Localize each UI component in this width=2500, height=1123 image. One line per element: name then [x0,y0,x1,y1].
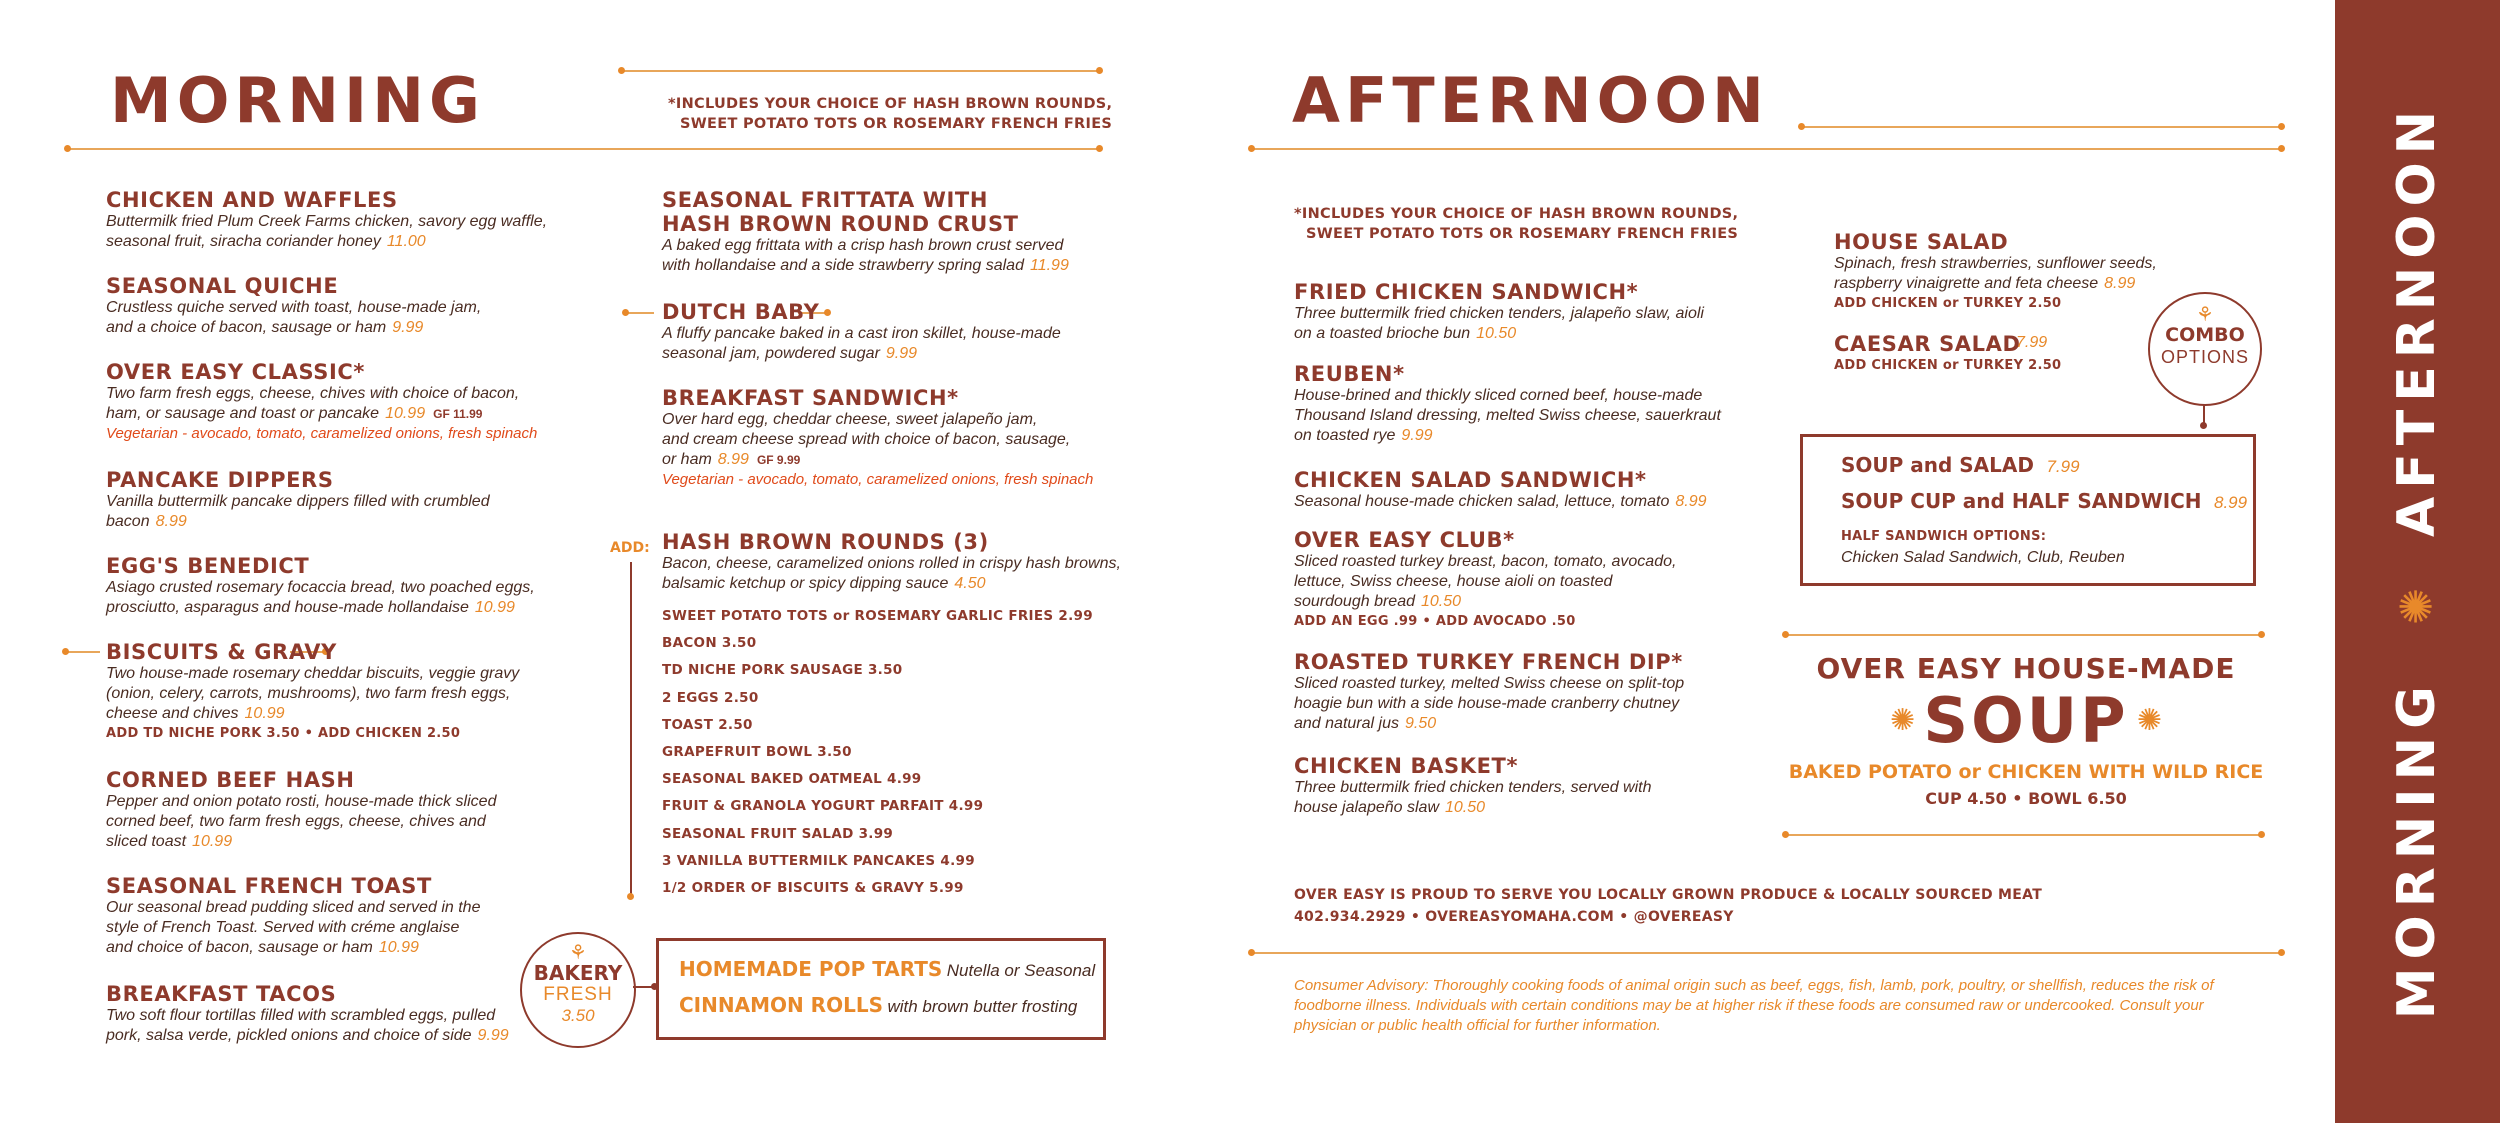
item-price: 8.99 [2104,275,2136,292]
item-desc-line: Buttermilk fried Plum Creek Farms chicken, savory egg waffle, [106,213,548,230]
add-on-item: TOAST 2.50 [662,716,753,733]
sidebar-title: MORNING ✺ AFTERNOON [2387,102,2447,1020]
item-add-ons: ADD CHICKEN or TURKEY 2.50 [1834,358,2062,373]
item-title: CHICKEN BASKET* [1294,754,1519,778]
item-desc-line: or ham 8.99 GF 9.99 [662,451,801,468]
add-on-item: FRUIT & GRANOLA YOGURT PARFAIT 4.99 [662,798,984,815]
item-desc-line: Spinach, fresh strawberries, sunflower seeds, [1834,255,2157,272]
item-price: 10.99 [385,405,426,422]
item-desc-line: and cream cheese spread with choice of bacon, sausage, [662,431,1071,448]
pop-tarts-title: HOMEMADE POP TARTS [679,957,943,981]
menu-item-egg-s-benedict [106,554,586,618]
morning-includes-note: *INCLUDES YOUR CHOICE OF HASH BROWN ROUNDS, SWEET POTATO TOTS OR ROSEMARY FRENCH FRIES [668,96,1113,132]
item-desc-line: sliced toast 10.99 [106,833,233,850]
item-desc-line: Two farm fresh eggs, cheese, chives with choice of bacon, [106,385,520,402]
add-on-item: SEASONAL FRUIT SALAD 3.99 [662,825,894,842]
item-title: BREAKFAST SANDWICH* [662,386,959,410]
item-desc-line: Sliced roasted turkey, melted Swiss cheese on split-top [1294,675,1685,692]
item-desc-line: and choice of bacon, sausage or ham 10.99 [106,939,419,956]
menu-item-over-easy-club [1294,528,1734,632]
item-price: 9.99 [392,319,424,336]
item-price: 10.50 [1445,799,1486,816]
add-on-item: SWEET POTATO TOTS or ROSEMARY GARLIC FRIES 2.99 [662,608,1093,624]
item-desc-line: Asiago crusted rosemary focaccia bread, two poached eggs, [106,579,535,596]
item-price: 10.50 [1420,593,1462,610]
item-title: REUBEN* [1294,362,1405,386]
cinnamon-title: CINNAMON ROLLS [679,993,883,1017]
item-title: CAESAR SALAD [1834,332,2021,356]
item-desc-line: on a toasted brioche bun 10.50 [1294,325,1517,342]
item-desc-line: sourdough bread 10.50 [1294,593,1462,610]
item-title: SEASONAL FRENCH TOAST [106,874,432,898]
flourish-right-icon: ✺ [2136,704,2162,737]
item-price: 7.99 [2016,334,2048,351]
item-desc-line: raspberry vinaigrette and feta cheese 8.99 [1834,275,2136,292]
bakery-fresh-badge: ⚘ BAKERY FRESH 3.50 [520,932,636,1048]
menu-item-dutch-baby [662,300,1122,364]
soup-heading: OVER EASY HOUSE-MADE [1816,652,2236,685]
menu-item-corned-beef-hash [106,768,586,852]
sidebar-band [2335,0,2500,1123]
item-desc-line: style of French Toast. Served with créme anglaise [106,919,460,936]
item-price: 9.50 [1404,715,1437,732]
soup-salad-label: SOUP and SALAD [1841,453,2034,477]
footer-line1: OVER EASY IS PROUD TO SERVE YOU LOCALLY GROWN PRODUCE & LOCALLY SOURCED MEAT [1294,887,2043,903]
soup-sandwich-price: 8.99 [2214,493,2248,512]
item-title: BREAKFAST TACOS [106,982,337,1006]
add-on-item: TD NICHE PORK SAUSAGE 3.50 [662,662,903,679]
menu-item-seasonal-quiche [106,274,586,338]
add-on-item: 1/2 ORDER OF BISCUITS & GRAVY 5.99 [662,880,964,896]
menu-item-caesar-salad [1834,332,2234,376]
item-desc-line: A fluffy pancake baked in a cast iron skillet, house-made [662,325,1061,342]
menu-item-house-salad [1834,230,2234,314]
item-vegetarian: Vegetarian - avocado, tomato, caramelized onions, fresh spinach [106,425,538,442]
half-sandwich-items: Chicken Salad Sandwich, Club, Reuben [1841,549,2125,566]
item-desc-line: house jalapeño slaw 10.50 [1294,799,1486,816]
pop-tarts-desc: Nutella or Seasonal [946,961,1096,980]
item-desc-line: House-brined and thickly sliced corned beef, house-made [1294,387,1703,404]
item-gf-price: GF 11.99 [433,407,483,421]
item-desc-line: Thousand Island dressing, melted Swiss cheese, sauerkraut [1294,407,1721,424]
menu-item-chicken-and-waffles [106,188,586,252]
item-desc-line: corned beef, two farm fresh eggs, cheese, chives and [106,813,486,830]
item-title: SEASONAL QUICHE [106,274,339,298]
item-desc-line: A baked egg frittata with a crisp hash brown crust served [662,237,1064,254]
cinnamon-desc: with brown butter frosting [887,997,1078,1016]
item-price: 8.99 [717,451,749,468]
menu-item-breakfast-tacos [106,982,586,1046]
menu-item-hash-brown-rounds-3 [662,530,1122,594]
item-price: 4.50 [954,575,986,592]
item-price: 10.99 [192,833,233,850]
consumer-advisory: Consumer Advisory: Thoroughly cooking foods of animal origin such as beef, eggs, fish, lamb, pork, poultry, or shellfish, reduces the risk of foodborne illness. Individuals with certain conditions may be at higher risk if these foods are consumed raw or undercooked. Consult your physician or public health official for further information. [1294,977,2214,1034]
item-desc-line: Three buttermilk fried chicken tenders, served with [1294,779,1652,796]
item-gf-price: GF 9.99 [756,453,801,467]
item-title: CHICKEN AND WAFFLES [106,188,398,212]
item-title: BISCUITS & GRAVY [106,640,337,664]
item-desc-line: pork, salsa verde, pickled onions and choice of side 9.99 [106,1027,509,1044]
item-desc-line: Seasonal house-made chicken salad, lettuce, tomato 8.99 [1294,493,1707,510]
item-title: FRIED CHICKEN SANDWICH* [1294,280,1639,304]
item-desc-line: bacon 8.99 [106,513,187,530]
item-price: 8.99 [1675,493,1707,510]
add-on-item: GRAPEFRUIT BOWL 3.50 [662,744,852,760]
item-title: OVER EASY CLUB* [1294,528,1515,552]
soup-sandwich-label: SOUP CUP and HALF SANDWICH [1841,489,2202,513]
combo-box [1800,434,2256,586]
soup-salad-price: 7.99 [2046,457,2080,476]
item-desc-line: Two soft flour tortillas filled with scrambled eggs, pulled [106,1007,496,1024]
item-desc-line: Pepper and onion potato rosti, house-made thick sliced [106,793,497,810]
item-desc-line: prosciutto, asparagus and house-made hollandaise 10.99 [106,599,515,616]
item-desc-line: Our seasonal bread pudding sliced and served in the [106,899,481,916]
sidebar-flourish-icon: ✺ [2397,582,2442,634]
item-desc-line: and a choice of bacon, sausage or ham 9.99 [106,319,424,336]
menu-item-roasted-turkey-french-dip [1294,650,1734,734]
item-title: ROASTED TURKEY FRENCH DIP* [1294,650,1683,674]
add-on-item: BACON 3.50 [662,635,757,652]
item-price: 11.00 [386,233,426,250]
afternoon-heading: AFTERNOON [1292,64,1769,137]
item-add-ons: ADD AN EGG .99 • ADD AVOCADO .50 [1294,614,1576,629]
bakery-box [656,938,1106,1040]
item-desc-line: Vanilla buttermilk pancake dippers filled with crumbled [106,493,490,510]
menu-item-over-easy-classic [106,360,586,444]
add-on-item: SEASONAL BAKED OATMEAL 4.99 [662,771,922,788]
add-on-item: 3 VANILLA BUTTERMILK PANCAKES 4.99 [662,852,975,869]
item-price: 10.99 [244,705,285,722]
item-title: CORNED BEEF HASH [106,768,355,792]
item-price: 10.99 [474,599,515,616]
item-add-ons: ADD CHICKEN or TURKEY 2.50 [1834,296,2062,311]
item-price: 8.99 [155,513,187,530]
item-price: 11.99 [1029,257,1069,274]
menu-item-fried-chicken-sandwich [1294,280,1734,344]
item-desc-line: balsamic ketchup or spicy dipping sauce 4.50 [662,575,986,592]
morning-heading: MORNING [110,64,485,137]
add-on-item: 2 EGGS 2.50 [662,689,759,706]
item-desc-line: cheese and chives 10.99 [106,705,285,722]
menu-item-reuben [1294,362,1734,446]
item-price: 9.99 [477,1027,509,1044]
half-sandwich-label: HALF SANDWICH OPTIONS: [1841,529,2047,544]
item-title: OVER EASY CLASSIC* [106,360,365,384]
item-price: 10.50 [1476,325,1517,342]
item-desc-line: Three buttermilk fried chicken tenders, jalapeño slaw, aioli [1294,305,1704,322]
item-desc-line: (onion, celery, carrots, mushrooms), two farm fresh eggs, [106,685,511,702]
item-title: CHICKEN SALAD SANDWICH* [1294,468,1647,492]
item-title: DUTCH BABY [662,300,820,324]
item-desc-line: and natural jus 9.50 [1294,715,1437,732]
item-desc-line: Bacon, cheese, caramelized onions rolled in crispy hash browns, [662,555,1121,572]
soup-flavors: BAKED POTATO or CHICKEN WITH WILD RICE [1788,761,2264,783]
item-desc-line: hoagie bun with a side house-made cranberry chutney [1294,695,1680,712]
item-desc-line: with hollandaise and a side strawberry spring salad 11.99 [662,257,1069,274]
item-price: 9.99 [1401,427,1433,444]
item-desc-line: Sliced roasted turkey breast, bacon, tomato, avocado, [1294,553,1677,570]
footer-line2: 402.934.2929 • OVEREASYOMAHA.COM • @OVEREASY [1294,909,1734,925]
add-label: ADD: [610,540,650,556]
item-desc-line: Crustless quiche served with toast, house-made jam, [106,299,482,316]
item-title: HASH BROWN ROUNDS (3) [662,530,989,554]
menu-item-seasonal-french-toast [106,874,586,958]
flourish-left-icon: ✺ [1890,704,1916,737]
item-title: SEASONAL FRITTATA WITH [662,188,989,212]
afternoon-includes-note: *INCLUDES YOUR CHOICE OF HASH BROWN ROUNDS, SWEET POTATO TOTS OR ROSEMARY FRENCH FRIES [1294,206,1739,242]
item-desc-line: ham, or sausage and toast or pancake 10.99 GF 11.99 [106,405,483,422]
item-add-ons: ADD TD NICHE PORK 3.50 • ADD CHICKEN 2.50 [106,726,461,741]
soup-sizes: CUP 4.50 • BOWL 6.50 [1925,789,2127,808]
menu-item-chicken-basket [1294,754,1734,818]
item-title: PANCAKE DIPPERS [106,468,334,492]
item-desc-line: Two house-made rosemary cheddar biscuits, veggie gravy [106,665,520,682]
menu-item-breakfast-sandwich [662,386,1122,490]
menu-item-chicken-salad-sandwich [1294,468,1734,512]
item-title: EGG'S BENEDICT [106,554,310,578]
item-vegetarian: Vegetarian - avocado, tomato, caramelized onions, fresh spinach [662,471,1094,488]
item-title-2: HASH BROWN ROUND CRUST [662,212,1019,236]
item-price: 9.99 [885,345,918,362]
menu-item-seasonal-frittata-with [662,188,1122,276]
item-desc-line: seasonal fruit, siracha coriander honey 11.00 [106,233,426,250]
combo-options-badge: ⚘ COMBO OPTIONS [2148,292,2262,406]
item-desc-line: lettuce, Swiss cheese, house aioli on toasted [1294,573,1613,590]
item-desc-line: Over hard egg, cheddar cheese, sweet jalapeño jam, [662,411,1038,428]
item-desc-line: on toasted rye 9.99 [1294,427,1433,444]
soup-big-title: SOUP [1923,684,2129,757]
menu-item-pancake-dippers [106,468,586,532]
item-title: HOUSE SALAD [1834,230,2009,254]
menu-item-biscuits-gravy [106,640,586,744]
item-price: 10.99 [378,939,419,956]
item-desc-line: seasonal jam, powdered sugar 9.99 [662,345,918,362]
